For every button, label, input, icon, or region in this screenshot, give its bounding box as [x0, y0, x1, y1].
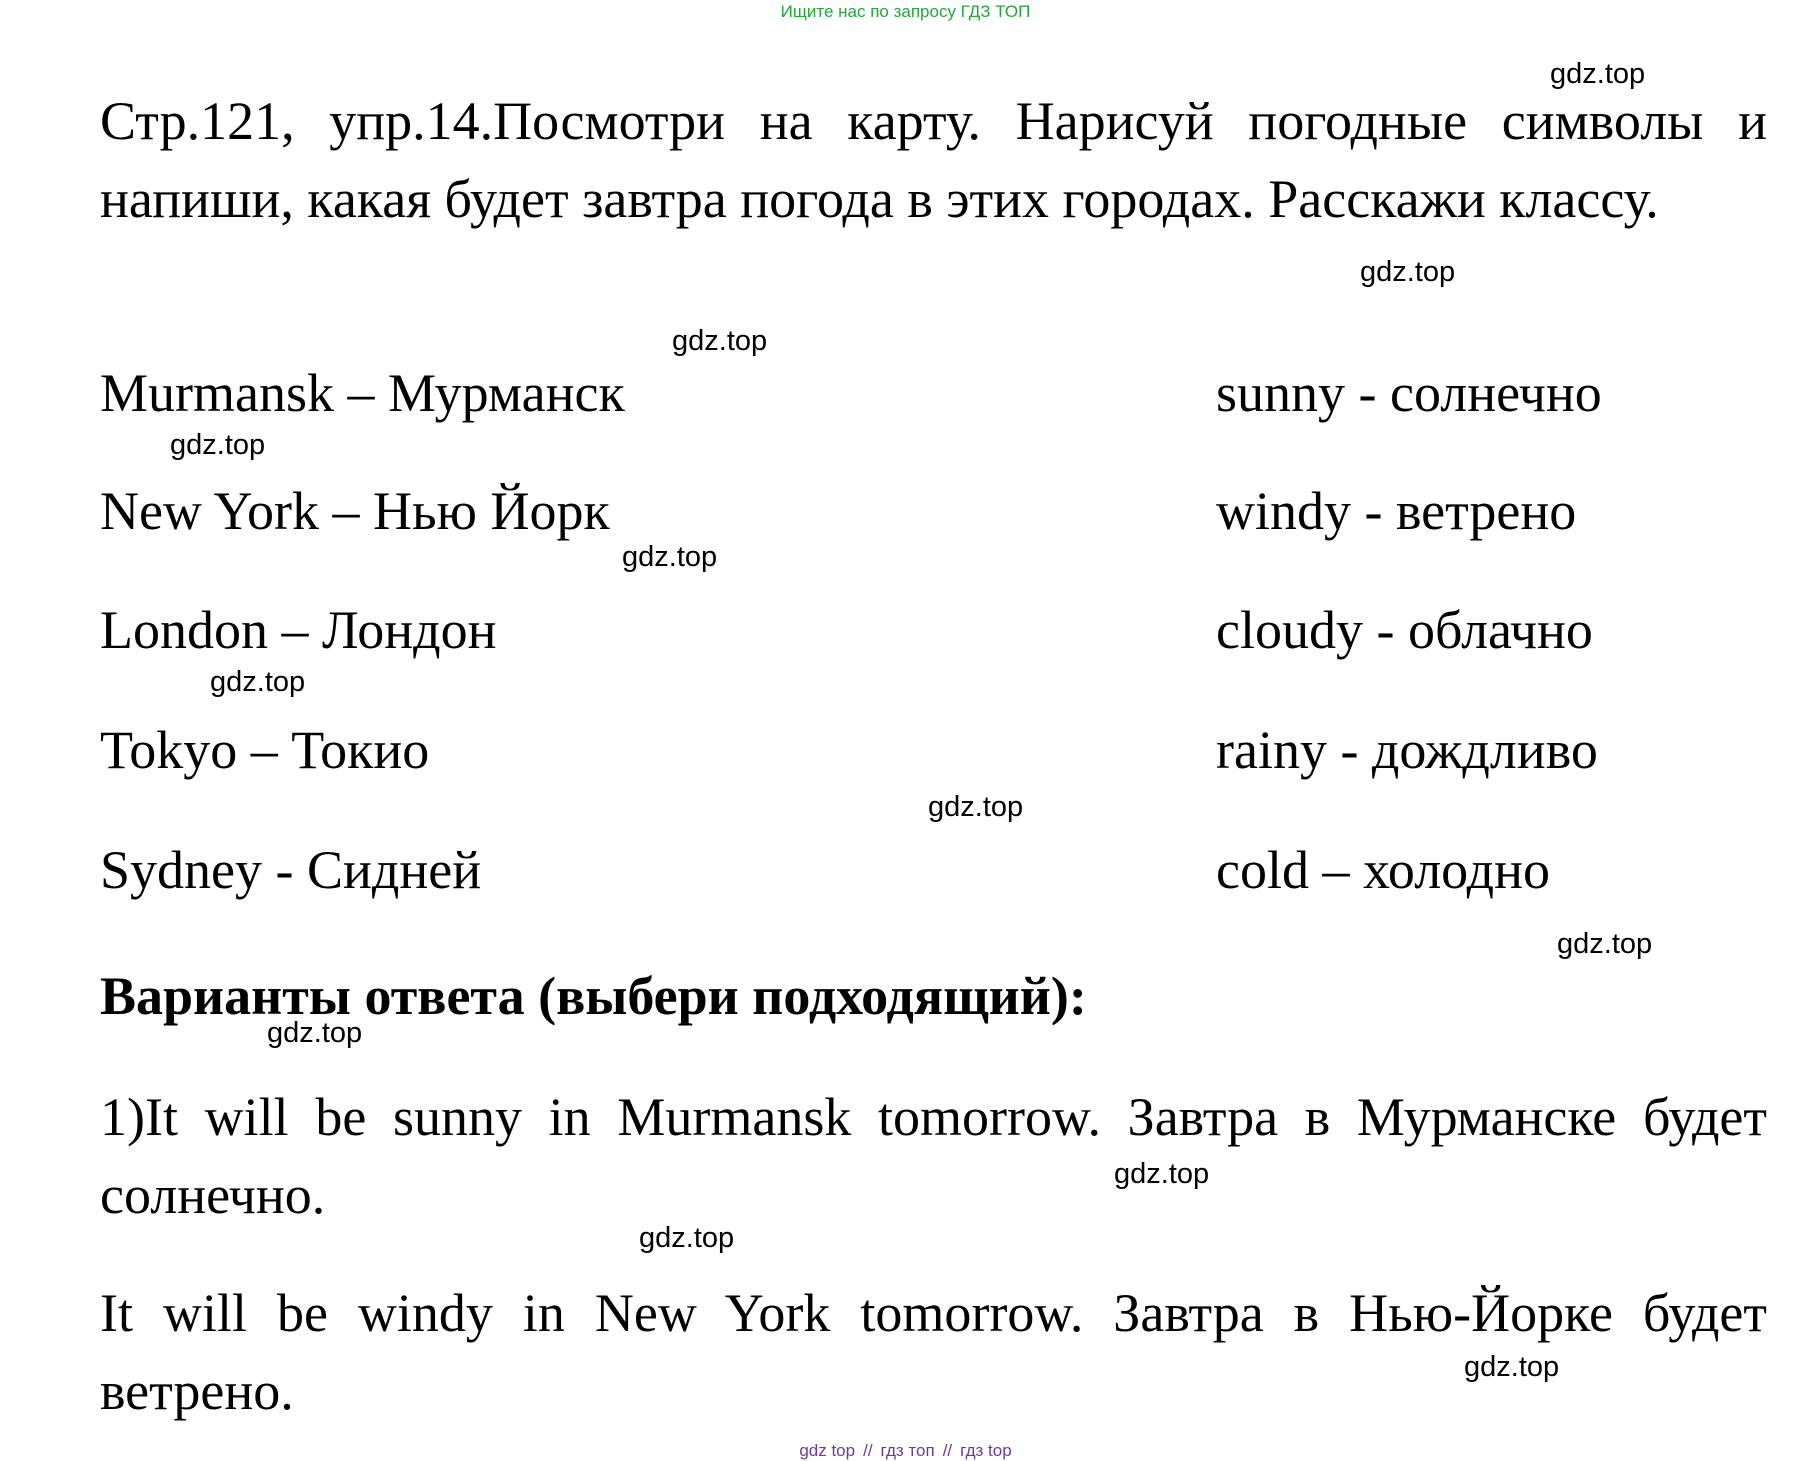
- city-new-york: New York – Нью Йорк: [100, 481, 610, 541]
- answer-2: It will be windy in New York tomorrow. Завтра в Нью-Йорке будет ветрено.: [100, 1283, 1767, 1421]
- watermark: gdz.top: [1114, 1158, 1210, 1190]
- footer-banner-separator: //: [863, 1441, 873, 1460]
- watermark: gdz.top: [639, 1222, 735, 1254]
- exercise-text: Стр.121, упр.14.Посмотри на карту. Нарисуй погодные символы и напиши, какая будет завтра погода в этих городах. Расскажи классу.: [100, 91, 1767, 229]
- watermark: gdz.top: [672, 325, 768, 357]
- watermark: gdz.top: [928, 791, 1024, 823]
- footer-banner-part: гдз top: [960, 1441, 1012, 1460]
- watermark: gdz.top: [1464, 1351, 1560, 1383]
- footer-banner-part: gdz top: [799, 1441, 856, 1460]
- watermark: gdz.top: [210, 666, 306, 698]
- weather-sunny: sunny - солнечно: [1216, 363, 1602, 423]
- weather-cold: cold – холодно: [1216, 840, 1550, 900]
- watermark: gdz.top: [1550, 58, 1646, 90]
- weather-rainy: rainy - дождливо: [1216, 720, 1598, 780]
- header-banner: Ищите нас по запросу ГДЗ ТОП: [780, 2, 1031, 21]
- watermark: gdz.top: [267, 1017, 363, 1049]
- watermark: gdz.top: [622, 541, 718, 573]
- footer-banner-separator: //: [942, 1441, 953, 1460]
- city-london: London – Лондон: [100, 600, 497, 660]
- weather-cloudy: cloudy - облачно: [1216, 600, 1593, 660]
- answer-1: 1)It will be sunny in Murmansk tomorrow. Завтра в Мурманске будет солнечно.: [100, 1087, 1767, 1225]
- city-murmansk: Murmansk – Мурманск: [100, 363, 625, 423]
- footer-banner: [0, 1441, 1811, 1461]
- city-sydney: Sydney - Сидней: [100, 840, 482, 900]
- weather-windy: windy - ветрено: [1216, 481, 1577, 541]
- footer-banner-part: гдз топ: [880, 1441, 935, 1460]
- city-tokyo: Tokyo – Токио: [100, 720, 430, 780]
- answers-heading: Варианты ответа (выбери подходящий):: [100, 966, 1087, 1026]
- watermark: gdz.top: [170, 429, 266, 461]
- watermark: gdz.top: [1360, 256, 1456, 288]
- watermark: gdz.top: [1557, 928, 1653, 960]
